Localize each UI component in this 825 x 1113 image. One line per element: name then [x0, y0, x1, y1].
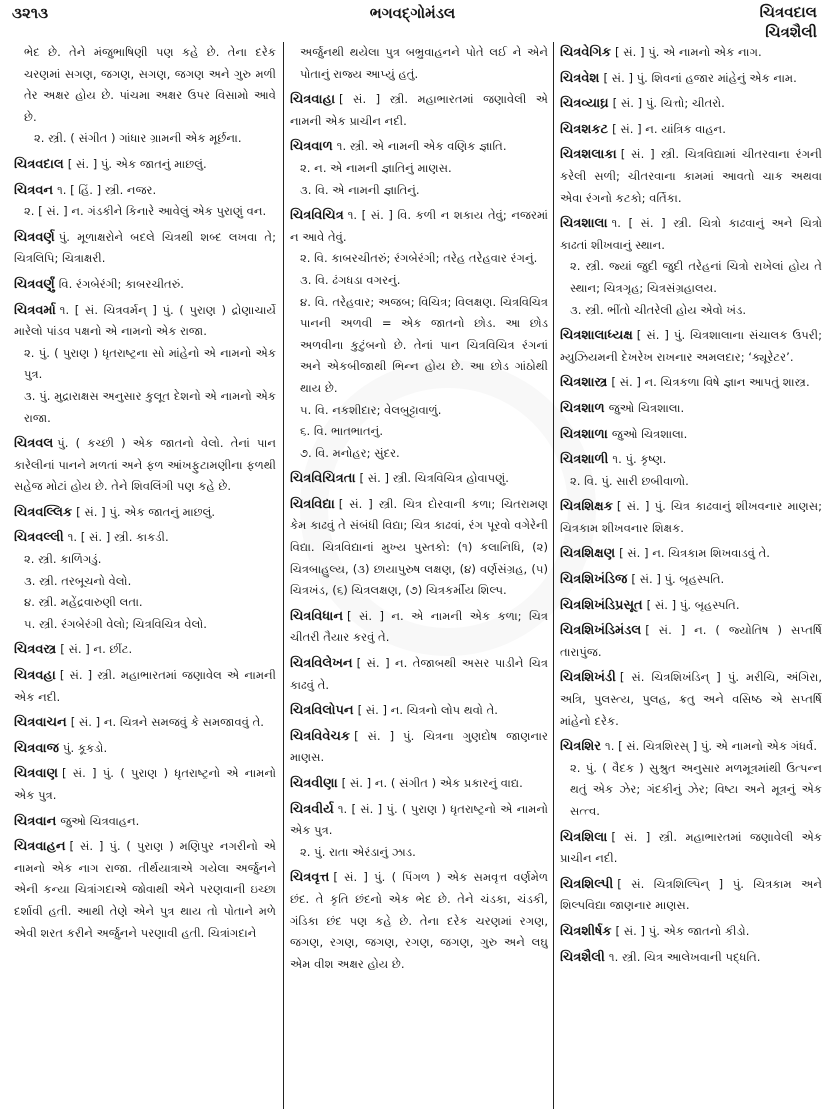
dictionary-entry — [14, 763, 276, 806]
dictionary-entry — [290, 799, 548, 864]
entry-definition: [ સં. ] ન. ( જ્યોતિષ ) સપ્તર્ષિ તારાપુંજ. — [560, 623, 822, 659]
entry-definition: [ સં. ચિત્રશિખંડિન્ ] પું. મરીચિ, અંગિરા, અત્રિ, પુલસ્ત્ય, પુલહ, ક્રતુ અને વસિષ્ઠ એ સપ્તર્ષિ માંહેનો દરેક. — [560, 670, 822, 728]
column-3 — [560, 42, 822, 1107]
entry-headword: ચિત્રવાહા — [290, 92, 336, 108]
dictionary-entry — [14, 433, 276, 498]
dictionary-entry — [290, 468, 548, 490]
entry-sense: ૩. સ્ત્રી. તરબૂચનો વેલો. — [24, 573, 132, 588]
entry-sense: ૨. સ્ત્રી. જ્યાં જુદી જુદી તરેહનાં ચિત્રો રાખેલાં હોય તે સ્થાન; ચિત્રગૃહ; ચિત્રસંગ્રહાલય. — [570, 259, 822, 295]
entry-sense: ૩. પું. મુદ્રારાક્ષસ અનુસાર કુલૂત દેશનો એ નામનો એક રાજા. — [24, 388, 276, 425]
entry-sense: ૨. [ સં. ] ન. ગંડકીને કિનારે આવેલું એક પુરાણું વન. — [24, 204, 267, 219]
dictionary-entry — [14, 712, 276, 734]
dictionary-entry — [560, 68, 822, 90]
dictionary-entry — [290, 867, 548, 975]
entry-definition: જુઓ ચિત્રશાલા. — [611, 426, 688, 441]
entry-headword: ચિત્રવિલેખન — [290, 656, 353, 672]
entry-sense: ૫. વિ. નકશીદાર; વેલબુટ્ટાવાળું. — [300, 402, 442, 417]
entry-headword: ચિત્રશિક્ષક — [560, 499, 613, 515]
entry-definition: [ સં. ] પું. ( પુરાણ ) ધૃતરાષ્ટ્રનો એ નામનો એક પુત્ર. — [14, 766, 276, 802]
dictionary-entry — [290, 494, 548, 602]
dictionary-entry — [14, 639, 276, 661]
entry-headword: ચિત્રવેશ — [560, 70, 600, 86]
entry-headword: ચિત્રવસ્ત્ર — [14, 642, 57, 658]
dictionary-entry — [290, 89, 548, 132]
entry-definition: ૧. [ સં. ] વિ. કળી ન શકાય તેવું; નજરમાં ન આવે તેવું. — [290, 208, 548, 244]
entry-headword: ચિત્રશાળ — [560, 400, 605, 416]
entry-headword: ચિત્રવલ — [14, 436, 54, 452]
dictionary-entry — [290, 653, 548, 696]
entry-sense: ૩. સ્ત્રી. ભીંતો ચીતરેલી હોય એવો ખંડ. — [570, 302, 747, 317]
entry-headword: ચિત્રશકટ — [560, 121, 609, 137]
entry-headword: ચિત્રવીર્ય — [290, 801, 334, 817]
column-2 — [290, 42, 548, 1107]
dictionary-entry — [14, 527, 276, 635]
entry-definition: જુઓ ચિત્રવાહન. — [60, 813, 140, 828]
entry-definition: ભેદ છે. તેને મંજુભાષિણી પણ કહે છે. તેના દરેક ચરણમાં સગણ, જગણ, સગણ, જગણ અને ગુરુ મળી તેર અક્ષર હોય છે. પાંચમા અક્ષર ઉપર વિસામો આવે છે. — [24, 45, 276, 124]
dictionary-entry — [560, 569, 822, 591]
entry-sense: ૨. સ્ત્રી. ( સંગીત ) ગાંધાર ગ્રામની એક મૂર્છના. — [34, 131, 242, 146]
column-1 — [14, 42, 276, 1107]
entry-definition: [ સં. ] ન. ચિત્રનો લોપ થવો તે. — [357, 703, 498, 718]
entry-definition: [ સં. ] સ્ત્રી. ચિત્રવિદ્યામાં ચીતરવાના રંગની કરેલી સળી; ચીતરવાના કામમાં આવતો ચાક અથવા એવા રંગનો કટકો; વર્તિકા. — [560, 147, 822, 205]
entry-headword: ચિત્રવીણા — [290, 776, 338, 791]
entry-headword: ચિત્રશિલા — [560, 829, 608, 845]
dictionary-entry — [14, 42, 276, 150]
dictionary-entry — [560, 947, 822, 969]
dictionary-entry — [560, 595, 822, 617]
entry-headword: ચિત્રવાચન — [14, 715, 67, 731]
entry-headword: ચિત્રશિલ્પી — [560, 876, 614, 892]
entry-headword: ચિત્રશિક્ષણ — [560, 546, 616, 562]
entry-headword: ચિત્રશાળી — [560, 452, 609, 468]
entry-headword: ચિત્રવદાલ — [14, 156, 64, 172]
entry-definition: ૧. [ સં. ચિત્રશિરસ્ ] પું. એ નામનો એક ગંધર્વ. — [605, 739, 818, 754]
dictionary-entry — [14, 300, 276, 430]
entry-sense: ૨. વિ. પું. સારી છબીવાળો. — [570, 473, 689, 488]
entry-headword: ચિત્રવાજ — [14, 740, 59, 756]
entry-sense: ૨. પું. ( પુરાણ ) ધૃતરાષ્ટ્રના સો માંહેનો એ નામનો એક પુત્ર. — [24, 345, 276, 382]
entry-definition: [ સં. ] પું. એ નામનો એક નાગ. — [615, 45, 762, 59]
entry-sense: ૬. વિ. ભાતભાતનું. — [300, 424, 384, 439]
dictionary-entry — [560, 874, 822, 917]
dictionary-entry — [560, 496, 822, 539]
entry-definition: વિ. રંગબેરંગી; કાબરચીતરું. — [58, 276, 184, 291]
entry-sense: ૭. વિ. મનોહર; સુંદર. — [300, 445, 400, 460]
entry-headword: ચિત્રવાહન — [14, 839, 66, 855]
entry-definition: પું. કૂકડો. — [62, 740, 108, 755]
entry-sense: ૩. વિ. એ નામની જ્ઞાતિનું. — [300, 182, 420, 197]
entry-definition: [ સં. ] ન. ( સંગીત ) એક પ્રકારનું વાદ્ય. — [341, 776, 523, 790]
entry-headword: ચિત્રશાળા — [560, 426, 608, 442]
entry-headword: ચિત્રવાણ — [14, 766, 58, 782]
entry-headword: ચિત્રશલાકા — [560, 147, 617, 163]
entry-definition: [ સં. ] પું. ચિત્તો; ચીતરો. — [612, 96, 725, 111]
entry-definition: [ સં. ] પું. બૃહસ્પતિ. — [631, 572, 725, 587]
entry-headword: ચિત્રશાલા — [560, 216, 608, 232]
dictionary-entry — [14, 738, 276, 760]
entry-definition: [ સં. ] ન. યાંત્રિક વાહન. — [612, 121, 726, 136]
entry-headword: ચિત્રવિચિત્ર — [290, 208, 344, 224]
entry-definition: [ સં. ] ન. ચિત્રને સમજવું કે સમજાવવું તે. — [70, 715, 264, 730]
dictionary-entry — [290, 700, 548, 722]
dictionary-entry — [14, 811, 276, 833]
dictionary-entry — [14, 836, 276, 944]
dictionary-entry — [560, 449, 822, 492]
entry-headword: ચિત્રશિખંડિપ્રસૂત — [560, 597, 643, 613]
entry-definition: [ સં. ] સ્ત્રી. ચિત્ર દોરવાની કળા; ચિતરામણ કેમ કાઢવું તે સંબંધી વિદ્યા; ચિત્ર કાઢવાં, રંગ પૂરવો વગેરેની વિદ્યા. ચિત્રવિદ્યાનાં મુખ્ય પુસ્તકો: (૧) કલાનિધિ, (૨) ચિત્રબાહુલ્ય, (૩) છાયાપુરુષ લક્ષણ, (૪) વર્ણસંગ્રહ, (૫) ચિત્રખંડ, (૬) ચિત્રલક્ષણ, (૭) ચિત્રકર્મીય શિલ્પ. — [290, 496, 548, 598]
entry-definition: [ સં. ] પું. એક જાતનો કીડો. — [615, 923, 750, 938]
entry-headword: ચિત્રવર્ણ — [14, 229, 55, 245]
entry-definition: [ સં. ] સ્ત્રી. મહાભારતમાં જણાવેલી એક પ્રાચીન નદી. — [560, 829, 822, 866]
entry-headword: ચિત્રવ્યાઘ્ર — [560, 96, 609, 112]
entry-definition: [ સં. ] ન. ચિત્રકામ શિખવાડવું તે. — [619, 546, 770, 561]
entry-definition: [ સં. ] સ્ત્રી. ચિત્રવિચિત્ર હોવાપણું. — [359, 471, 509, 486]
dictionary-entry — [560, 827, 822, 870]
entry-definition: [ સં. ] પું. ( પિંગળ ) એક સમવૃત્ત વર્ણમેળ છંદ. તે કૃતિ છંદનો એક ભેદ છે. તેને ચંડકા, ચંડકી, ગંડિકા છંદ પણ કહે છે. તેના દરેક ચરણમાં રગણ, જગણ, રગણ, જગણ, રગણ, જગણ, ગુરુ અને લઘુ એમ વીશ અક્ષર હોય છે. — [290, 870, 548, 971]
guide-word-first: ચિત્રવદાલ — [759, 3, 817, 21]
dictionary-entry — [14, 665, 276, 708]
entry-sense: ૨. સ્ત્રી. કાળિંગડું. — [24, 552, 102, 567]
dictionary-entry — [14, 274, 276, 296]
entry-definition: ૧. [ હિં. ] સ્ત્રી. નજર. — [57, 182, 157, 197]
entry-headword: ચિત્રશિખંડિમંડલ — [560, 623, 642, 639]
entry-definition: ૧. [ સં. ] સ્ત્રી. કાકડી. — [67, 530, 169, 545]
entry-definition: [ સં. ] પું. શિવનાં હજાર માંહેનું એક નામ. — [603, 70, 797, 85]
entry-sense: ૨. વિ. કાબરચીતરું; રંગબેરંગી; તરેહ તરેહવાર રંગનું. — [300, 251, 538, 266]
dictionary-entry — [14, 180, 276, 223]
dictionary-entry — [560, 667, 822, 732]
entry-definition: [ સં. ] પું. ચિત્રના ગુણદોષ જાણનાર માણસ. — [290, 728, 548, 765]
entry-headword: ચિત્રશિર — [560, 739, 602, 755]
dictionary-entry — [560, 620, 822, 663]
entry-definition: [ સં. ] પું. ચિત્ર કાઢવાનું શીખવનાર માણસ; ચિત્રકામ શીખવનાર શિક્ષક. — [560, 499, 822, 535]
entry-definition: [ સં. ] ન. તેજાબથી અસર પાડીને ચિત્ર કાઢવું તે. — [290, 656, 548, 692]
entry-headword: ચિત્રવિદ્યા — [290, 496, 335, 512]
dictionary-entry — [560, 144, 822, 209]
entry-headword: ચિત્રશિખંડી — [560, 670, 616, 686]
entry-headword: ચિત્રવન — [14, 182, 54, 198]
dictionary-entry — [560, 325, 822, 368]
book-title: ભગવદ્ગોમંડલ — [369, 4, 456, 22]
dictionary-entry — [290, 136, 548, 201]
entry-sense: ૨. ન. એ નામની જ્ઞાતિનું માણસ. — [300, 160, 452, 175]
entry-headword: ચિત્રવલ્લિક — [14, 504, 73, 520]
entry-sense: ૪. સ્ત્રી. મહેંદ્રવારુણી લતા. — [24, 595, 143, 610]
entry-definition: પું. ( કચ્છી ) એક જાતનો વેલો. તેનાં પાન કારેલીનાં પાનને મળતાં અને ફળ આંખફુટામણીના ફળથી સહેજ મોટાં હોય છે. તેને શિવલિંગી પણ કહે છે. — [14, 436, 276, 494]
entry-headword: ચિત્રવર્ણું — [14, 276, 55, 292]
entry-definition: ૧. સ્ત્રી. એ નામની એક વણિક જ્ઞાતિ. — [336, 139, 507, 154]
entry-definition: જુઓ ચિત્રશાલા. — [608, 400, 685, 415]
dictionary-entry — [560, 119, 822, 141]
entry-definition: [ સં. ] પું. એક જાતનું માછલું. — [76, 504, 216, 519]
dictionary-entry — [560, 372, 822, 394]
entry-definition: [ સં. ] પું. ચિત્રશાલાના સંચાલક ઉપરી; મ્યુઝિયમની દેખરેખ રાખનાર અમલદાર; ‘ક્યૂરેટર’. — [560, 328, 822, 364]
dictionary-entry — [14, 227, 276, 270]
entry-headword: ચિત્રવિધાન — [290, 608, 344, 624]
entry-definition: [ સં. ] ન. છીંટ. — [60, 642, 133, 657]
entry-headword: ચિત્રશીર્ષક — [560, 923, 612, 939]
entry-headword: ચિત્રવાળ — [290, 139, 333, 155]
entry-headword: ચિત્રશિખંડિજ — [560, 572, 628, 588]
entry-headword: ચિત્રવિલોપન — [290, 703, 354, 719]
dictionary-entry — [290, 42, 548, 85]
entry-headword: ચિત્રશાસ્ત્ર — [560, 375, 608, 391]
entry-headword: ચિત્રવેગિક — [560, 45, 612, 60]
dictionary-entry — [14, 502, 276, 524]
dictionary-entry — [560, 736, 822, 822]
dictionary-columns — [0, 42, 825, 1113]
entry-definition: ૧. પું. કૃષ્ણ. — [612, 452, 667, 467]
entry-headword: ચિત્રશૈલી — [560, 949, 605, 965]
dictionary-entry — [560, 424, 822, 446]
entry-definition: ૧. [ સં. ચિત્રવર્મન્ ] પું. ( પુરાણ ) દ્રોણાચાર્યે મારેલો પાંડવ પક્ષનો એ નામનો એક રાજા. — [14, 302, 276, 339]
dictionary-entry — [290, 773, 548, 795]
entry-sense: ૪. વિ. તરેહવાર; અજબ; વિચિત્ર; વિલક્ષણ. ચિત્રવિચિત્ર પાનની અળવી = એક જાતનો છોડ. આ છોડ અળવીના કુટુંબનો છે. તેનાં પાન ચિત્રવિચિત્ર રંગનાં અને એકબીજાથી ભિન્ન હોય છે. આ છોડ ગાંઠોથી થાય છે. — [300, 294, 548, 395]
entry-sense: ૨. પું. ( વૈદક ) સુશ્રુત અનુસાર મળમૂત્રમાંથી ઉત્પન્ન થતું એક ઝેર; ગંદકીનું ઝેર; વિષ્ટા અને મૂત્રનું એક સત્ત્વ. — [570, 760, 822, 818]
dictionary-entry — [560, 42, 822, 64]
entry-definition: [ સં. ] પું. બૃહસ્પતિ. — [646, 597, 740, 612]
guide-words — [760, 2, 817, 42]
entry-definition: [ સં. ] પું. એક જાતનું માછલું. — [67, 156, 207, 171]
entry-headword: ચિત્રવાન — [14, 813, 57, 829]
entry-sense: ૩. વિ. ઢંગધડા વગરનું. — [300, 272, 401, 287]
dictionary-entry — [560, 921, 822, 943]
entry-definition: પું. મૂળાક્ષરોને બદલે ચિત્રથી શબ્દ લખવા તે; ચિત્રલિપિ; ચિત્રાક્ષરી. — [14, 229, 276, 266]
entry-definition: [ સં. ] સ્ત્રી. મહાભારતમાં જણાવેલી એ નામની એક પ્રાચીન નદી. — [290, 92, 548, 128]
entry-definition: અર્જુનથી થયેલા પુત્ર બભ્રુવાહનને પોતે લઈ ને એને પોતાનું રાજ્ય આપ્યું હતું. — [300, 45, 548, 81]
entry-definition: [ સં. ] સ્ત્રી. મહાભારતમાં જણાવેલ એ નામની એક નદી. — [14, 668, 276, 704]
page-number: ૩૨૧૩ — [12, 4, 49, 22]
entry-definition: ૧. [ સં. ] પું. ( પુરાણ ) ધૃતરાષ્ટ્રનો એ નામનો એક પુત્ર. — [290, 801, 548, 838]
entry-headword: ચિત્રવિચિત્રતા — [290, 471, 356, 487]
entry-definition: [ સં. ] ન. એ નામની એક કળા; ચિત્ર ચીતરી તૈયાર કરવું તે. — [290, 608, 548, 645]
dictionary-entry — [290, 606, 548, 649]
entry-headword: ચિત્રવહા — [14, 668, 56, 684]
entry-definition: ૧. [ સં. ] સ્ત્રી. ચિત્રો કાઢવાનું અને ચિત્રો કાઢતાં શીખવાનું સ્થાન. — [560, 216, 822, 252]
entry-definition: [ સં. ચિત્રશિલ્પિન્ ] પું. ચિત્રકામ અને શિલ્પવિદ્યા જાણનાર માણસ. — [560, 876, 822, 913]
dictionary-entry — [560, 543, 822, 565]
dictionary-entry — [560, 93, 822, 115]
entry-headword: ચિત્રશાલાધ્યક્ષ — [560, 328, 633, 344]
entry-headword: ચિત્રવલ્લી — [14, 530, 64, 546]
entry-headword: ચિત્રવિવેચક — [290, 728, 351, 744]
entry-headword: ચિત્રવર્મા — [14, 302, 56, 318]
entry-definition: ૧. સ્ત્રી. ચિત્ર આલેખવાની પદ્ધતિ. — [608, 949, 761, 964]
entry-headword: ચિત્રવૃત્ત — [290, 870, 330, 886]
dictionary-entry — [290, 205, 548, 464]
entry-definition: [ સં. ] પું. ( પુરાણ ) મણિપુર નગરીનો એ નામનો એક નાગ રાજા. તીર્થયાત્રાએ ગયેલા અર્જુનને એની કન્યા ચિત્રાંગદાએ જોવાથી એને પરણવાની ઇચ્છા દર્શાવી હતી. આથી તેણે એને પુત્ર થાય તો પોતાને મળે એવી શરત કરીને અર્જુનને પરણાવી હતી. ચિત્રાંગદાને — [14, 839, 276, 940]
dictionary-entry — [560, 213, 822, 321]
entry-sense: ૫. સ્ત્રી. રંગબેરંગી વેલો; ચિત્રવિચિત્ર વેલો. — [24, 616, 207, 631]
entry-definition: [ સં. ] ન. ચિત્રકળા વિષે જ્ઞાન આપતું શાસ્ત્ર. — [611, 375, 810, 390]
dictionary-entry — [560, 398, 822, 420]
dictionary-entry — [290, 726, 548, 769]
entry-sense: ૨. પું. રાતા એરંડાનું ઝાડ. — [300, 844, 416, 859]
guide-word-last: ચિત્રશૈલી — [765, 23, 817, 41]
dictionary-entry — [14, 154, 276, 176]
